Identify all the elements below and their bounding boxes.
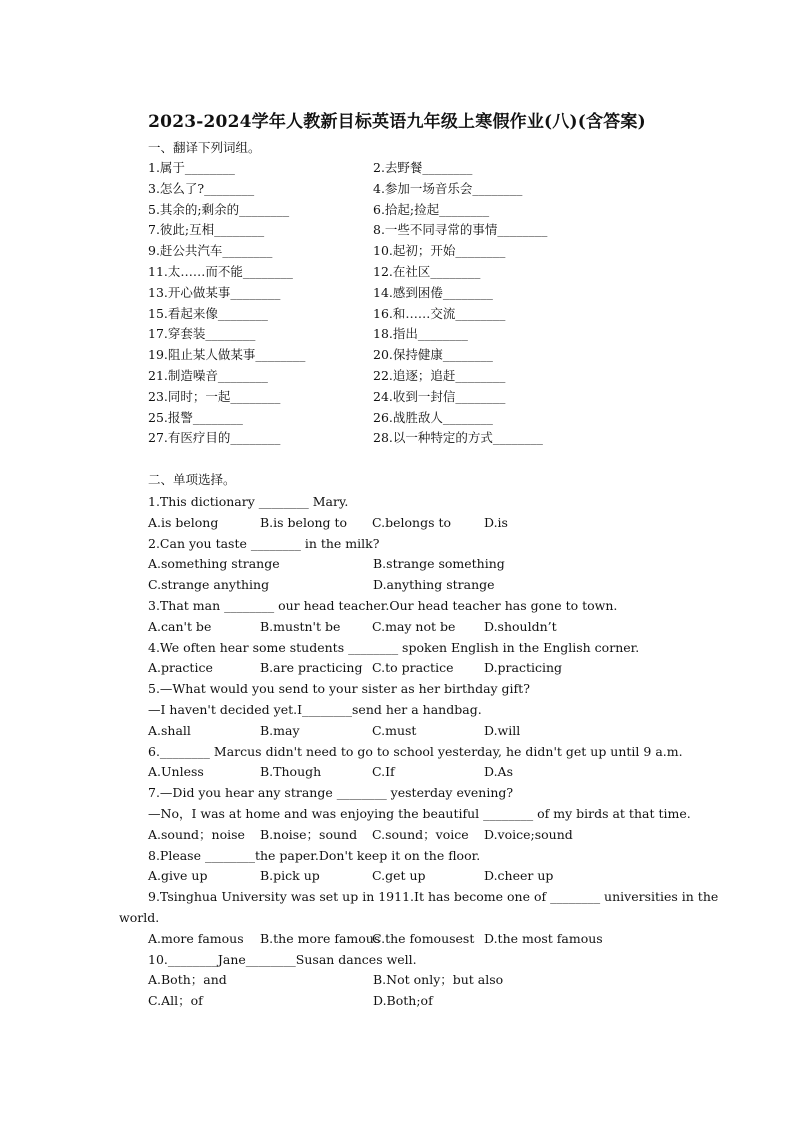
answer-option: C.All；of xyxy=(148,993,203,1009)
vocab-item: 25.报警________ xyxy=(148,409,243,425)
vocab-row xyxy=(148,283,668,304)
question-text: 8.Please ________the paper.Don't keep it on the floor. xyxy=(148,847,481,863)
vocab-item: 1.属于________ xyxy=(148,160,235,175)
vocab-row xyxy=(148,158,668,179)
answer-option: A.practice xyxy=(148,660,213,676)
answer-option: C.If xyxy=(372,764,395,780)
question-item xyxy=(148,492,688,534)
vocab-item: 12.在社区________ xyxy=(373,263,481,279)
vocab-item: 26.战胜敌人________ xyxy=(373,409,493,425)
options-row xyxy=(148,762,688,783)
vocab-row xyxy=(148,387,668,408)
options-row xyxy=(148,991,688,1012)
vocab-item: 17.穿套装________ xyxy=(148,326,256,342)
options-row xyxy=(148,554,688,575)
vocab-item: 9.赶公共汽车________ xyxy=(148,243,273,259)
question-text: 3.That man ________ our head teacher.Our head teacher has gone to town. xyxy=(148,597,618,613)
answer-option: D.the most famous xyxy=(484,930,603,946)
vocab-item: 14.感到困倦________ xyxy=(373,284,493,300)
question-text: 6.________ Marcus didn't need to go to school yesterday, he didn't get up until 9 a.m. xyxy=(148,743,683,759)
question-item xyxy=(148,846,688,888)
vocab-item: 13.开心做某事________ xyxy=(148,284,281,300)
answer-option: C.get up xyxy=(372,868,426,884)
answer-option: D.As xyxy=(484,764,513,780)
answer-option: D.Both;of xyxy=(373,993,433,1009)
answer-option: C.must xyxy=(372,722,417,738)
answer-option: B.mustn't be xyxy=(260,618,341,634)
answer-option: C.strange anything xyxy=(148,577,270,593)
vocab-item: 24.收到一封信________ xyxy=(373,388,506,404)
answer-option: B.are practicing xyxy=(260,660,363,676)
options-row xyxy=(148,513,688,534)
vocab-item: 16.和……交流________ xyxy=(373,305,506,321)
vocab-row xyxy=(148,220,668,241)
answer-option: D.voice;sound xyxy=(484,826,573,842)
question-text: 5.—What would you send to your sister as her birthday gift? xyxy=(148,681,530,697)
question-text: 9.Tsinghua University was set up in 1911.It has become one of ________ universities in the xyxy=(148,889,719,905)
answer-option: D.is xyxy=(484,514,508,530)
options-row xyxy=(148,575,688,596)
answer-option: B.pick up xyxy=(260,868,320,884)
answer-option: C.to practice xyxy=(372,660,454,676)
answer-option: A.Both；and xyxy=(148,972,227,988)
vocab-row xyxy=(148,241,668,262)
question-text: 2.Can you taste ________ in the milk? xyxy=(148,535,380,551)
vocab-item: 2.去野餐________ xyxy=(373,160,473,175)
vocab-item: 10.起初；开始________ xyxy=(373,243,506,259)
answer-option: B.strange something xyxy=(373,556,505,572)
vocab-item: 8.一些不同寻常的事情________ xyxy=(373,222,548,238)
vocab-row xyxy=(148,366,668,387)
answer-option: B.Not only；but also xyxy=(373,972,504,988)
options-row xyxy=(148,721,688,742)
vocab-row xyxy=(148,345,668,366)
answer-option: C.belongs to xyxy=(372,514,452,530)
question-text: —I haven't decided yet.I________send her a handbag. xyxy=(148,701,482,717)
answer-option: B.may xyxy=(260,722,300,738)
vocab-item: 28.以一种特定的方式________ xyxy=(373,430,543,446)
options-row xyxy=(148,617,688,638)
vocab-item: 27.有医疗目的________ xyxy=(148,430,281,446)
answer-option: A.something strange xyxy=(148,556,280,572)
vocab-row xyxy=(148,408,668,429)
answer-option: D.practicing xyxy=(484,660,563,676)
vocab-item: 19.阻止某人做某事________ xyxy=(148,347,306,363)
vocab-item: 11.太……而不能________ xyxy=(148,263,293,279)
vocab-item: 4.参加一场音乐会________ xyxy=(373,180,523,196)
answer-option: D.cheer up xyxy=(484,868,554,884)
answer-option: A.shall xyxy=(148,722,191,738)
options-row xyxy=(148,825,688,846)
vocab-row xyxy=(148,200,668,221)
question-text: —No，I was at home and was enjoying the beautiful ________ of my birds at that time. xyxy=(148,805,691,821)
vocab-item: 22.追逐；追赶________ xyxy=(373,367,506,383)
vocab-row xyxy=(148,324,668,345)
question-item xyxy=(148,742,688,784)
vocab-row xyxy=(148,304,668,325)
question-item xyxy=(148,783,691,845)
question-list xyxy=(119,492,719,1012)
vocab-row xyxy=(148,179,668,200)
answer-option: A.give up xyxy=(148,868,208,884)
question-item xyxy=(148,638,688,680)
answer-option: B.Though xyxy=(260,764,322,780)
vocab-item: 6.拾起;捡起________ xyxy=(373,201,490,217)
vocab-item: 15.看起来像________ xyxy=(148,305,268,321)
vocab-row xyxy=(148,428,668,449)
answer-option: D.will xyxy=(484,722,521,738)
answer-option: A.sound；noise xyxy=(148,826,245,842)
vocab-row xyxy=(148,262,668,283)
question-text: 4.We often hear some students ________ spoken English in the English corner. xyxy=(148,639,640,655)
question-item xyxy=(148,534,688,596)
question-item xyxy=(148,596,688,638)
answer-option: A.Unless xyxy=(148,764,204,780)
section1-heading: 一、翻译下列词组。 xyxy=(148,140,261,155)
question-text-wrap: world. xyxy=(119,909,160,925)
options-row xyxy=(148,658,688,679)
answer-option: A.more famous xyxy=(148,930,244,946)
answer-option: B.is belong to xyxy=(260,514,348,530)
question-item xyxy=(148,679,688,741)
options-row xyxy=(148,970,688,991)
vocab-item: 18.指出________ xyxy=(373,326,468,342)
vocab-item: 23.同时；一起________ xyxy=(148,388,281,404)
vocab-item: 7.彼此;互相________ xyxy=(148,222,265,238)
question-text: 7.—Did you hear any strange ________ yesterday evening? xyxy=(148,785,514,801)
answer-option: C.the fomousest xyxy=(372,930,475,946)
section2-heading: 二、单项选择。 xyxy=(148,472,236,487)
question-text: 1.This dictionary ________ Mary. xyxy=(148,494,349,509)
options-row xyxy=(148,866,688,887)
vocab-item: 5.其余的;剩余的________ xyxy=(148,201,290,217)
answer-option: A.is belong xyxy=(148,514,219,530)
answer-option: C.may not be xyxy=(372,618,456,634)
vocab-item: 20.保持健康________ xyxy=(373,347,493,363)
answer-option: D.anything strange xyxy=(373,577,495,593)
options-row xyxy=(148,929,688,950)
vocab-list xyxy=(148,158,668,449)
question-text: 10.________Jane________Susan dances well. xyxy=(148,951,417,967)
document-title: 2023-2024学年人教新目标英语九年级上寒假作业(八)(含答案) xyxy=(148,112,646,132)
answer-option: D.shouldn’t xyxy=(484,618,557,634)
answer-option: B.noise；sound xyxy=(260,826,358,842)
vocab-item: 3.怎么了?________ xyxy=(148,180,255,196)
question-item xyxy=(148,950,688,1012)
answer-option: A.can't be xyxy=(148,618,212,634)
answer-option: C.sound；voice xyxy=(372,826,469,842)
vocab-item: 21.制造噪音________ xyxy=(148,367,268,383)
question-item xyxy=(119,887,719,949)
answer-option: B.the more famous xyxy=(260,930,381,946)
